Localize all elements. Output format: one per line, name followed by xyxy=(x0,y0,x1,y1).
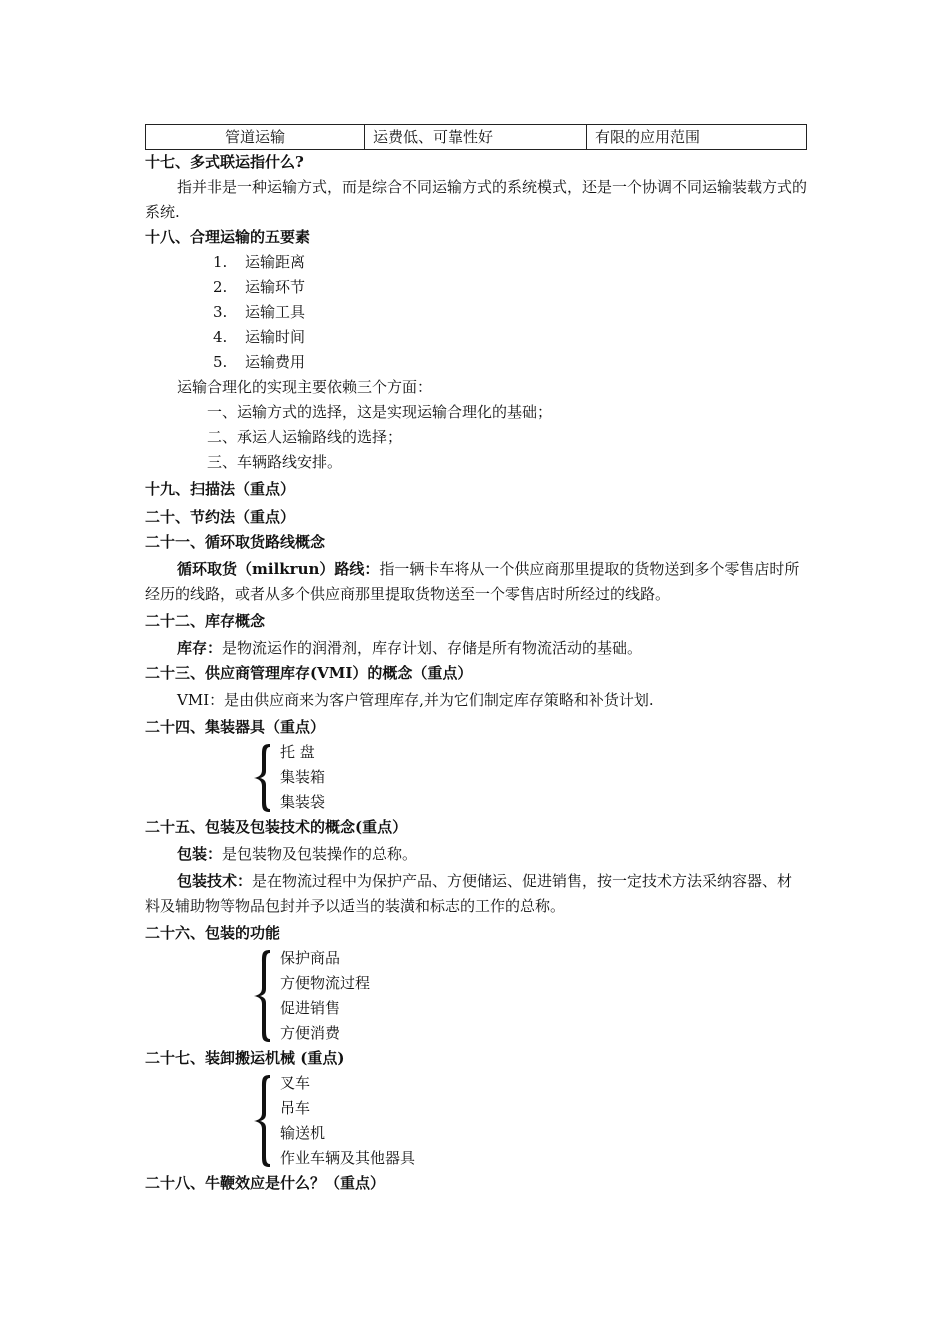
list-item: 叉车 xyxy=(280,1074,311,1092)
list-item xyxy=(213,300,807,325)
brace-list xyxy=(145,1071,807,1171)
list-text: 运输距离 xyxy=(245,253,306,271)
term: 循环取货（milkrun）路线： xyxy=(177,560,380,578)
list-item: 促进销售 xyxy=(280,999,341,1017)
aspect-item: 三、车辆路线安排。 xyxy=(207,453,343,471)
list-item: 输送机 xyxy=(280,1124,326,1142)
list-item: 方便消费 xyxy=(280,1024,341,1042)
term: VMI： xyxy=(177,691,225,709)
section-heading: 二十二、库存概念 xyxy=(145,612,266,630)
term: 包装技术： xyxy=(177,872,253,890)
section-heading: 十九、扫描法（重点） xyxy=(145,480,296,498)
section-heading: 二十八、牛鞭效应是什么？（重点） xyxy=(145,1174,386,1192)
list-item: 吊车 xyxy=(280,1099,311,1117)
section-heading: 二十七、装卸搬运机械 (重点) xyxy=(145,1049,345,1067)
list-item xyxy=(213,275,807,300)
paragraph xyxy=(145,688,807,713)
term: 包装： xyxy=(177,845,223,863)
section-heading: 二十六、包装的功能 xyxy=(145,924,281,942)
list-item: 集装袋 xyxy=(280,793,326,811)
list-text: 运输费用 xyxy=(245,353,306,371)
left-brace-icon xyxy=(251,1073,273,1169)
numbered-list xyxy=(145,250,807,375)
list-item: 托 盘 xyxy=(280,743,315,761)
definition: 是由供应商来为客户管理库存,并为它们制定库存策略和补货计划. xyxy=(224,691,654,709)
aspect-item: 一、运输方式的选择，这是实现运输合理化的基础； xyxy=(207,403,553,421)
list-item xyxy=(213,250,807,275)
list-item xyxy=(213,350,807,375)
list-text: 运输时间 xyxy=(245,328,306,346)
section-heading: 十八、合理运输的五要素 xyxy=(145,228,311,246)
brace-list xyxy=(145,740,807,815)
table-cell: 管道运输 xyxy=(146,125,365,150)
section-heading: 十七、多式联运指什么? xyxy=(145,153,304,171)
aspect-item: 二、承运人运输路线的选择； xyxy=(207,428,403,446)
section-heading: 二十五、包装及包装技术的概念(重点） xyxy=(145,818,408,836)
list-number: 4. xyxy=(213,328,228,346)
paragraph xyxy=(145,869,807,919)
paragraph: 指并非是一种运输方式，而是综合不同运输方式的系统模式，还是一个协调不同运输装载方式的系统. xyxy=(145,178,808,221)
paragraph xyxy=(145,636,807,661)
list-item: 集装箱 xyxy=(280,768,326,786)
document-page xyxy=(145,124,807,1196)
list-item: 作业车辆及其他器具 xyxy=(280,1149,416,1167)
brace-list xyxy=(145,946,807,1046)
list-item: 保护商品 xyxy=(280,949,341,967)
definition: 指一辆卡车将从一个供应商那里提取的货物送到多个零售店时所经历的线路，或者从多个供应商那里提取货物送至一个零售店时所经过的线路。 xyxy=(145,560,800,603)
list-number: 3. xyxy=(213,303,228,321)
section-heading: 二十三、供应商管理库存(VMI）的概念（重点） xyxy=(145,664,473,682)
paragraph: 运输合理化的实现主要依赖三个方面： xyxy=(177,378,433,396)
left-brace-icon xyxy=(251,948,273,1044)
section-heading: 二十一、循环取货路线概念 xyxy=(145,533,326,551)
section-heading: 二十四、集装器具（重点） xyxy=(145,718,326,736)
left-brace-icon xyxy=(251,742,273,814)
term: 库存： xyxy=(177,639,223,657)
paragraph xyxy=(145,557,807,607)
list-number: 5. xyxy=(213,353,228,371)
definition: 是在物流过程中为保护产品、方便储运、促进销售，按一定技术方法采纳容器、材料及辅助物等物品包封并予以适当的装潢和标志的工作的总称。 xyxy=(145,872,793,915)
transport-table xyxy=(145,124,807,150)
table-cell: 有限的应用范围 xyxy=(587,125,807,150)
list-item xyxy=(213,325,807,350)
paragraph xyxy=(145,842,807,867)
list-text: 运输工具 xyxy=(245,303,306,321)
list-text: 运输环节 xyxy=(245,278,306,296)
definition: 是包装物及包装操作的总称。 xyxy=(222,845,418,863)
list-number: 1. xyxy=(213,253,228,271)
section-heading: 二十、节约法（重点） xyxy=(145,508,296,526)
table-row xyxy=(146,125,807,150)
table-cell: 运费低、可靠性好 xyxy=(365,125,587,150)
definition: 是物流运作的润滑剂，库存计划、存储是所有物流活动的基础。 xyxy=(222,639,643,657)
list-number: 2. xyxy=(213,278,228,296)
list-item: 方便物流过程 xyxy=(280,974,371,992)
